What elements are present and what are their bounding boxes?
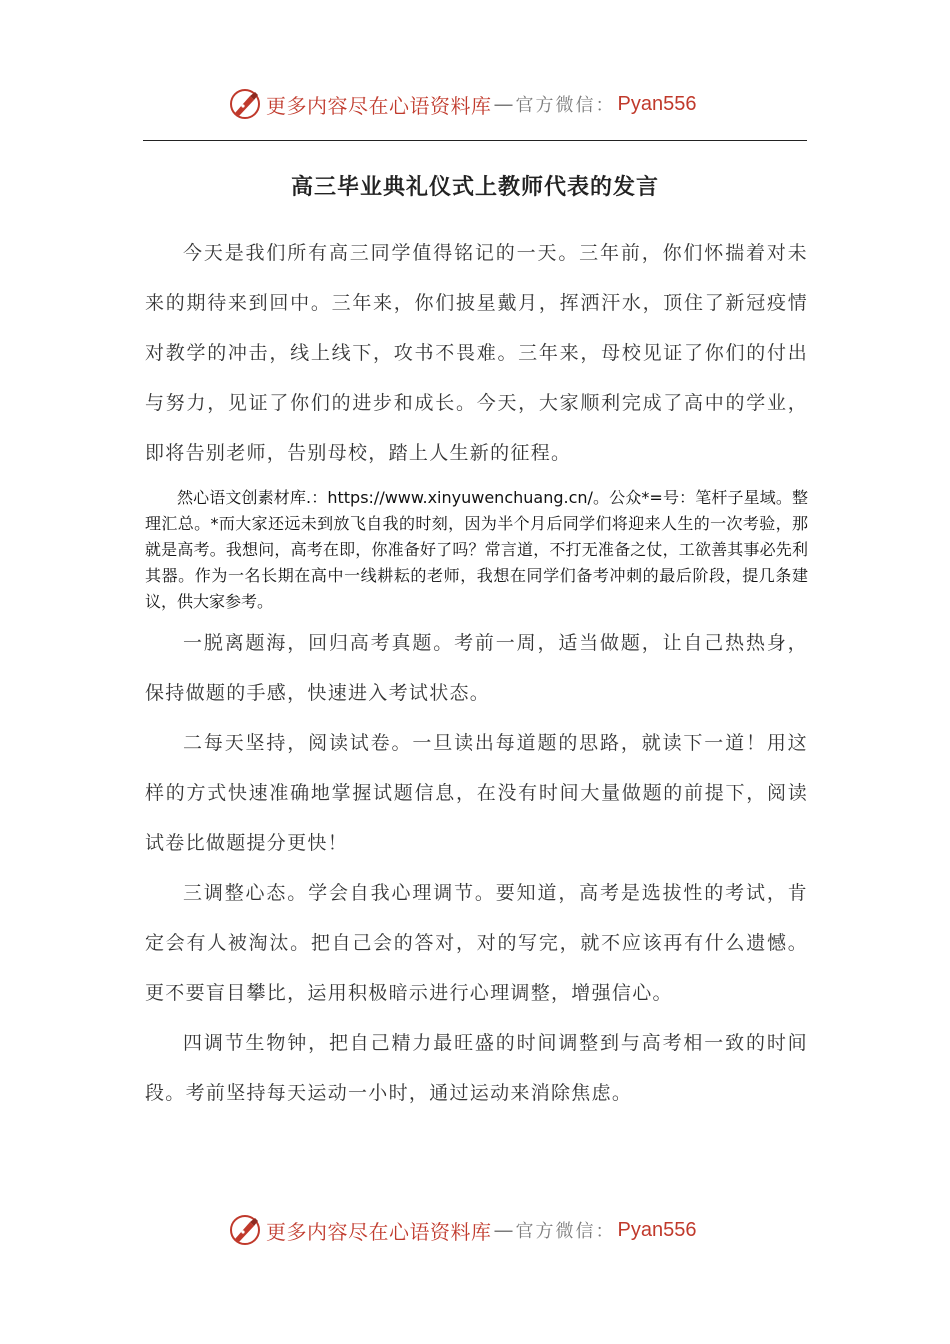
paragraph-intro: 今天是我们所有高三同学值得铭记的一天。三年前，你们怀揣着对未来的期待来到回中。三年来，你们披星戴月，挥洒汗水，顶住了新冠疫情对教学的冲击，线上线下，攻书不畏难。三年来，母校见证了你们的付出与努力，见证了你们的进步和成长。今天，大家顺利完成了高中的学业，即将告别老师，告别母校，踏上人生新的征程。 xyxy=(145,242,808,464)
banner-dash: — xyxy=(493,92,514,116)
document-body xyxy=(145,228,808,1118)
footer-dash: — xyxy=(493,1218,514,1242)
paragraph-advice-2: 二每天坚持，阅读试卷。一旦读出每道题的思路，就读下一道！用这样的方式快速准确地掌握试题信息，在没有时间大量做题的前提下，阅读试卷比做题提分更快！ xyxy=(145,732,808,854)
paragraph-advice-3: 三调整心态。学会自我心理调节。要知道，高考是选拔性的考试，肯定会有人被淘汰。把自己会的答对，对的写完，就不应该再有什么遗憾。更不要盲目攀比，运用积极暗示进行心理调整，增强信心。 xyxy=(145,882,808,1004)
banner-main-text: 更多内容尽在心语资料库 xyxy=(266,93,492,118)
pen-nib-logo-icon xyxy=(228,1213,262,1247)
pen-nib-logo-icon xyxy=(228,87,262,121)
footer-main-text: 更多内容尽在心语资料库 xyxy=(266,1219,492,1244)
footer-wechat-label: 官方微信： xyxy=(515,1221,616,1242)
header-banner xyxy=(228,84,696,124)
document-title: 高三毕业典礼仪式上教师代表的发言 xyxy=(290,174,659,200)
footer-banner xyxy=(228,1210,696,1250)
banner-wechat-id: Pyan556 xyxy=(617,92,697,115)
banner-wechat-label: 官方微信： xyxy=(515,95,616,116)
paragraph-advice-1: 一脱离题海，回归高考真题。考前一周，适当做题，让自己热热身，保持做题的手感，快速进入考试状态。 xyxy=(145,632,808,704)
header-divider xyxy=(143,140,807,141)
footer-wechat-id: Pyan556 xyxy=(617,1218,697,1241)
paragraph-source-note: 然心语文创素材库.：https://www.xinyuwenchuang.cn/。公众*=号：笔杆子星域。整理汇总。*而大家还远未到放飞自我的时刻，因为半个月后同学们将迎来人生的一次考验，那就是高考。我想问，高考在即，你准备好了吗？常言道，不打无准备之仗，工欲善其事必先利其器。作为一名长期在高中一线耕耘的老师，我想在同学们备考冲刺的最后阶段，提几条建议，供大家参考。 xyxy=(145,488,808,611)
paragraph-advice-4: 四调节生物钟，把自己精力最旺盛的时间调整到与高考相一致的时间段。考前坚持每天运动一小时，通过运动来消除焦虑。 xyxy=(145,1032,808,1104)
